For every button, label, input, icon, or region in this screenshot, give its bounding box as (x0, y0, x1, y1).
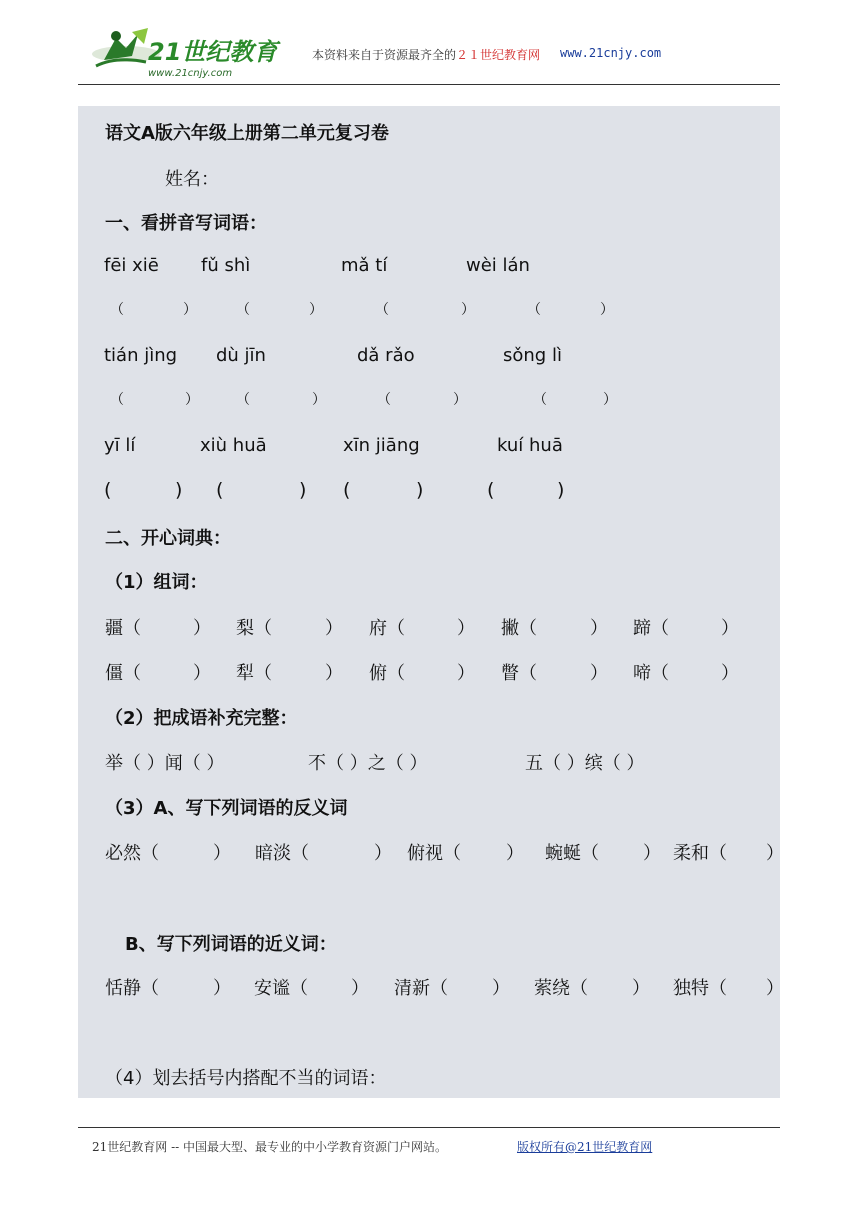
synonym-item: 安谧（ (254, 978, 308, 999)
logo-21cnjy (86, 26, 286, 82)
footer-text: 21世纪教育网 -- 中国最大型、最专业的中小学教育资源门户网站。 (92, 1140, 448, 1154)
word-item: ） (721, 618, 739, 639)
header-divider (78, 84, 780, 85)
idiom-item: 五（ ）缤（ ） (525, 753, 645, 774)
synonym-item: 萦绕（ (534, 978, 588, 999)
pinyin-item: fēi xiē (104, 255, 159, 276)
antonym-item: ） (374, 843, 392, 864)
section-2-heading: 二、开心词典： (105, 528, 231, 549)
antonym-item: ） (766, 843, 784, 864)
word-item: 疆（ (105, 618, 141, 639)
subsection-2-heading: （2）把成语补充完整： (105, 708, 298, 729)
pinyin-item: dǎ rǎo (357, 345, 415, 366)
subsection-4-heading: （4）划去括号内搭配不当的词语： (105, 1068, 387, 1089)
synonym-item: 清新（ (394, 978, 448, 999)
pinyin-item: mǎ tí (341, 255, 388, 276)
synonym-item: ） (766, 978, 784, 999)
word-item: ） (325, 618, 343, 639)
pinyin-item: sǒng lì (503, 345, 562, 366)
pinyin-item: xīn jiāng (343, 435, 420, 456)
antonym-item: 必然（ (105, 843, 159, 864)
antonym-item: ） (643, 843, 661, 864)
subsection-3a-heading: （3）A、写下列词语的反义词 (105, 798, 348, 819)
synonym-item: 独特（ (673, 978, 727, 999)
word-item: ） (590, 663, 608, 684)
word-item: ） (590, 618, 608, 639)
word-item: 僵（ (105, 663, 141, 684)
word-item: 俯（ (369, 663, 405, 684)
pinyin-item: tián jìng (104, 345, 178, 366)
word-item: ） (457, 618, 475, 639)
word-item: ） (325, 663, 343, 684)
synonym-item: ） (632, 978, 650, 999)
word-item: ） (193, 663, 211, 684)
doc-title: 语文A版六年级上册第二单元复习卷 (105, 123, 389, 144)
word-item: ） (457, 663, 475, 684)
synonym-item: 恬静（ (105, 978, 159, 999)
word-item: 梨（ (236, 618, 272, 639)
idiom-item: 举（ ）闻（ ） (105, 753, 225, 774)
synonym-item: ） (351, 978, 369, 999)
svg-text:www.21cnjy.com: www.21cnjy.com (148, 68, 233, 79)
antonym-item: 蜿蜒（ (545, 843, 599, 864)
name-label: 姓名： (165, 169, 219, 190)
antonym-item: 柔和（ (673, 843, 727, 864)
pinyin-item: yī lí (104, 435, 136, 456)
word-item: ） (193, 618, 211, 639)
word-item: 犁（ (236, 663, 272, 684)
antonym-item: ） (506, 843, 524, 864)
subsection-1-heading: （1）组词： (105, 572, 208, 593)
antonym-item: ） (213, 843, 231, 864)
svg-text:21世纪教育: 21世纪教育 (148, 38, 278, 66)
word-item: 府（ (369, 618, 405, 639)
header-url[interactable]: www.21cnjy.com (560, 46, 662, 60)
footer-divider (78, 1127, 780, 1128)
word-item: ） (721, 663, 739, 684)
antonym-item: 暗淡（ (255, 843, 309, 864)
pinyin-item: dù jīn (216, 345, 266, 366)
word-item: 蹄（ (633, 618, 669, 639)
word-item: 啼（ (633, 663, 669, 684)
word-item: 撇（ (501, 618, 537, 639)
antonym-item: 俯视（ (407, 843, 461, 864)
idiom-item: 不（ ）之（ ） (308, 753, 428, 774)
pinyin-item: fǔ shì (201, 255, 251, 276)
synonym-item: ） (492, 978, 510, 999)
footer-copyright-link[interactable]: 版权所有@21世纪教育网 (517, 1140, 653, 1154)
pinyin-item: xiù huā (200, 435, 267, 456)
pinyin-item: kuí huā (497, 435, 563, 456)
section-1-heading: 一、看拼音写词语： (105, 213, 267, 234)
pinyin-item: wèi lán (466, 255, 530, 276)
word-item: 瞥（ (501, 663, 537, 684)
subsection-3b-heading: B、写下列词语的近义词： (125, 934, 337, 955)
synonym-item: ） (213, 978, 231, 999)
header-source: 本资料来自于资源最齐全的２１世纪教育网 (312, 48, 541, 62)
